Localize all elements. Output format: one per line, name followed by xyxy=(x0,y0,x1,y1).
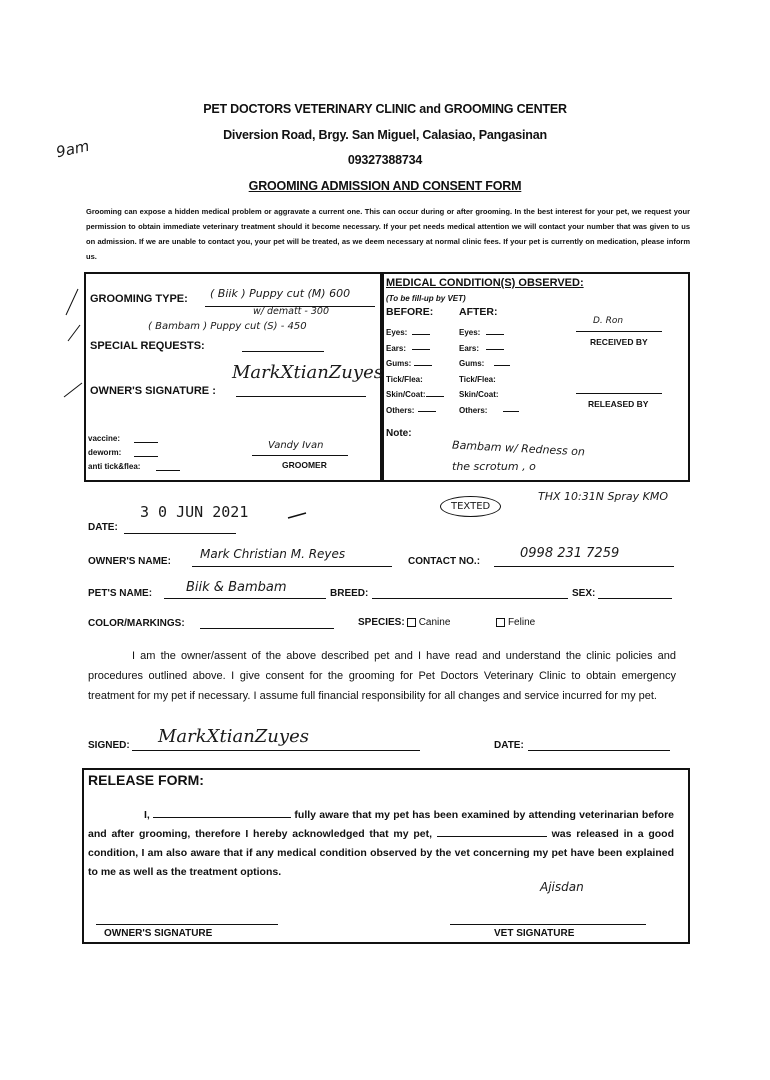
owner-signature: MarkXtianZuyes xyxy=(232,362,383,383)
canine-label: Canine xyxy=(418,617,451,628)
owner-name: Mark Christian M. Reyes xyxy=(200,547,346,561)
release-text-c: was released in a good condition, I am also aware that if any medical condition observed by the vet concerning my pet have been explained to me as well as the treatment options. xyxy=(88,828,674,878)
dash-mark xyxy=(286,510,310,522)
time-note: 9am xyxy=(54,136,91,162)
after-gums: Gums: xyxy=(459,359,485,368)
color-label: COLOR/MARKINGS: xyxy=(88,618,185,629)
contact-label: CONTACT NO.: xyxy=(408,556,481,567)
extra-note: THX 10:31N Spray KMO xyxy=(538,490,669,503)
blank xyxy=(486,349,504,350)
medical-title: MEDICAL CONDITION(S) OBSERVED: xyxy=(386,277,584,289)
sex-label: SEX: xyxy=(572,588,596,599)
blank xyxy=(418,411,436,412)
before-label: BEFORE: xyxy=(386,306,434,318)
before-eyes: Eyes: xyxy=(386,328,408,337)
received-by-name: D. Ron xyxy=(593,316,624,326)
breed-line[interactable] xyxy=(372,598,568,599)
blank xyxy=(494,365,510,366)
owner-name-line[interactable] xyxy=(192,566,392,567)
after-tickflea: Tick/Flea: xyxy=(459,374,496,384)
sex-line[interactable] xyxy=(598,598,672,599)
release-pet-line[interactable] xyxy=(437,836,547,837)
owner-sig-label: OWNER'S SIGNATURE xyxy=(104,928,213,939)
pet-name-line[interactable] xyxy=(164,598,326,599)
signed-signature: MarkXtianZuyes xyxy=(158,726,309,747)
consent-date-label: DATE: xyxy=(494,740,524,751)
released-by-line xyxy=(576,393,662,394)
blank xyxy=(412,349,430,350)
before-tickflea: Tick/Flea: xyxy=(386,374,423,384)
release-name-line[interactable] xyxy=(153,817,291,818)
release-text xyxy=(88,806,674,882)
blank xyxy=(503,411,519,412)
before-ears: Ears: xyxy=(386,343,407,353)
pen-marks xyxy=(60,285,100,405)
after-skincoat: Skin/Coat: xyxy=(459,390,499,399)
before-gums: Gums: xyxy=(386,359,412,368)
signed-label: SIGNED: xyxy=(88,740,130,751)
date-line[interactable] xyxy=(124,533,236,534)
special-requests-line[interactable] xyxy=(242,351,324,352)
vaccine-line xyxy=(134,442,158,443)
blank xyxy=(426,396,444,397)
owner-signature-line[interactable] xyxy=(236,396,366,397)
antitick-line xyxy=(156,470,180,471)
note-label: Note: xyxy=(386,428,412,439)
feline-checkbox[interactable] xyxy=(496,618,505,627)
blank xyxy=(486,334,504,335)
pet-name: Biik & Bambam xyxy=(186,580,287,595)
consent-paragraph: I am the owner/assent of the above described pet and I have read and understand the clinic policies and procedures outlined above. I give consent for the grooming for Pet Doctors Veterinary Clinic to obtain emergency treatment for my pet if necessary. I assume full financial responsibility for all changes and service incurred for my pet. xyxy=(88,650,676,702)
received-by-label: RECEIVED BY xyxy=(590,337,648,347)
deworm-line xyxy=(134,456,158,457)
after-ears: Ears: xyxy=(459,343,480,353)
blank xyxy=(414,365,432,366)
note-line2: the scrotum , o xyxy=(452,460,536,473)
feline-label: Feline xyxy=(507,617,536,628)
medical-subtitle: (To be fill-up by VET) xyxy=(386,294,466,303)
color-line[interactable] xyxy=(200,628,334,629)
contact-line[interactable] xyxy=(494,566,674,567)
signed-line[interactable] xyxy=(132,750,420,751)
vet-sig-label: VET SIGNATURE xyxy=(494,928,575,939)
clinic-address: Diversion Road, Brgy. San Miguel, Calasiao, Pangasinan xyxy=(223,128,547,142)
intro-paragraph: Grooming can expose a hidden medical problem or aggravate a current one. This can occur during or after grooming. In the best interest for your pet, we request your permission to obtain immediate veterinary treatment should it become necessary. If your pet needs medical attention we will contact your number that was given to us on admission. If we are unable to contact you, your pet will be treated, as we deem necessary at normal clinic fees. If your pet is currently on medication, please inform us. xyxy=(86,207,690,261)
after-eyes: Eyes: xyxy=(459,328,481,337)
species-label: SPECIES: xyxy=(358,617,405,628)
canine-checkbox[interactable] xyxy=(407,618,416,627)
species-group xyxy=(358,617,535,628)
after-label: AFTER: xyxy=(459,306,498,318)
after-others: Others: xyxy=(459,405,488,415)
before-skincoat: Skin/Coat: xyxy=(386,390,426,399)
deworm-label: deworm: xyxy=(88,448,122,457)
pet-name-label: PET'S NAME: xyxy=(88,588,153,599)
groomer-name: Vandy Ivan xyxy=(268,440,324,451)
owner-sig-line[interactable] xyxy=(96,924,278,925)
antitick-label: anti tick&flea: xyxy=(88,462,141,471)
groomer-label: GROOMER xyxy=(282,460,327,470)
note-line1: Bambam w/ Redness on xyxy=(451,438,586,459)
release-text-b: fully aware that my pet has been examined by attending veterinarian before and after grooming, therefore I hereby acknowledged that my pet, xyxy=(88,809,675,840)
date-label: DATE: xyxy=(88,522,118,533)
groomer-line xyxy=(252,455,348,456)
vet-signature: Ajisdan xyxy=(540,880,584,894)
form-title: GROOMING ADMISSION AND CONSENT FORM xyxy=(248,179,522,193)
released-by-label: RELEASED BY xyxy=(588,399,649,409)
release-title: RELEASE FORM: xyxy=(88,772,204,788)
date-value: 3 0 JUN 2021 xyxy=(140,503,249,521)
blank xyxy=(412,334,430,335)
received-by-line xyxy=(576,331,662,332)
before-list xyxy=(386,325,426,418)
consent-date-line[interactable] xyxy=(528,750,670,751)
owner-name-label: OWNER'S NAME: xyxy=(88,556,171,567)
special-requests-label: SPECIAL REQUESTS: xyxy=(90,340,205,352)
before-others: Others: xyxy=(386,405,415,415)
owner-signature-label: OWNER'S SIGNATURE : xyxy=(90,385,216,397)
contact-value: 0998 231 7259 xyxy=(520,546,620,561)
vet-sig-line[interactable] xyxy=(450,924,646,925)
texted-note: TEXTED xyxy=(440,496,501,517)
grooming-type-line2: w/ dematt - 300 xyxy=(253,306,329,317)
grooming-type-line3: ( Bambam ) Puppy cut (S) - 450 xyxy=(148,321,307,332)
after-list xyxy=(459,325,499,418)
clinic-name: PET DOCTORS VETERINARY CLINIC and GROOMING CENTER xyxy=(203,102,567,116)
release-text-a: I, xyxy=(144,809,150,821)
vaccine-label: vaccine: xyxy=(88,434,121,443)
breed-label: BREED: xyxy=(330,588,369,599)
clinic-phone: 09327388734 xyxy=(347,153,423,167)
grooming-type-line1: ( Biik ) Puppy cut (M) 600 xyxy=(210,287,351,300)
grooming-type-label: GROOMING TYPE: xyxy=(90,293,188,305)
